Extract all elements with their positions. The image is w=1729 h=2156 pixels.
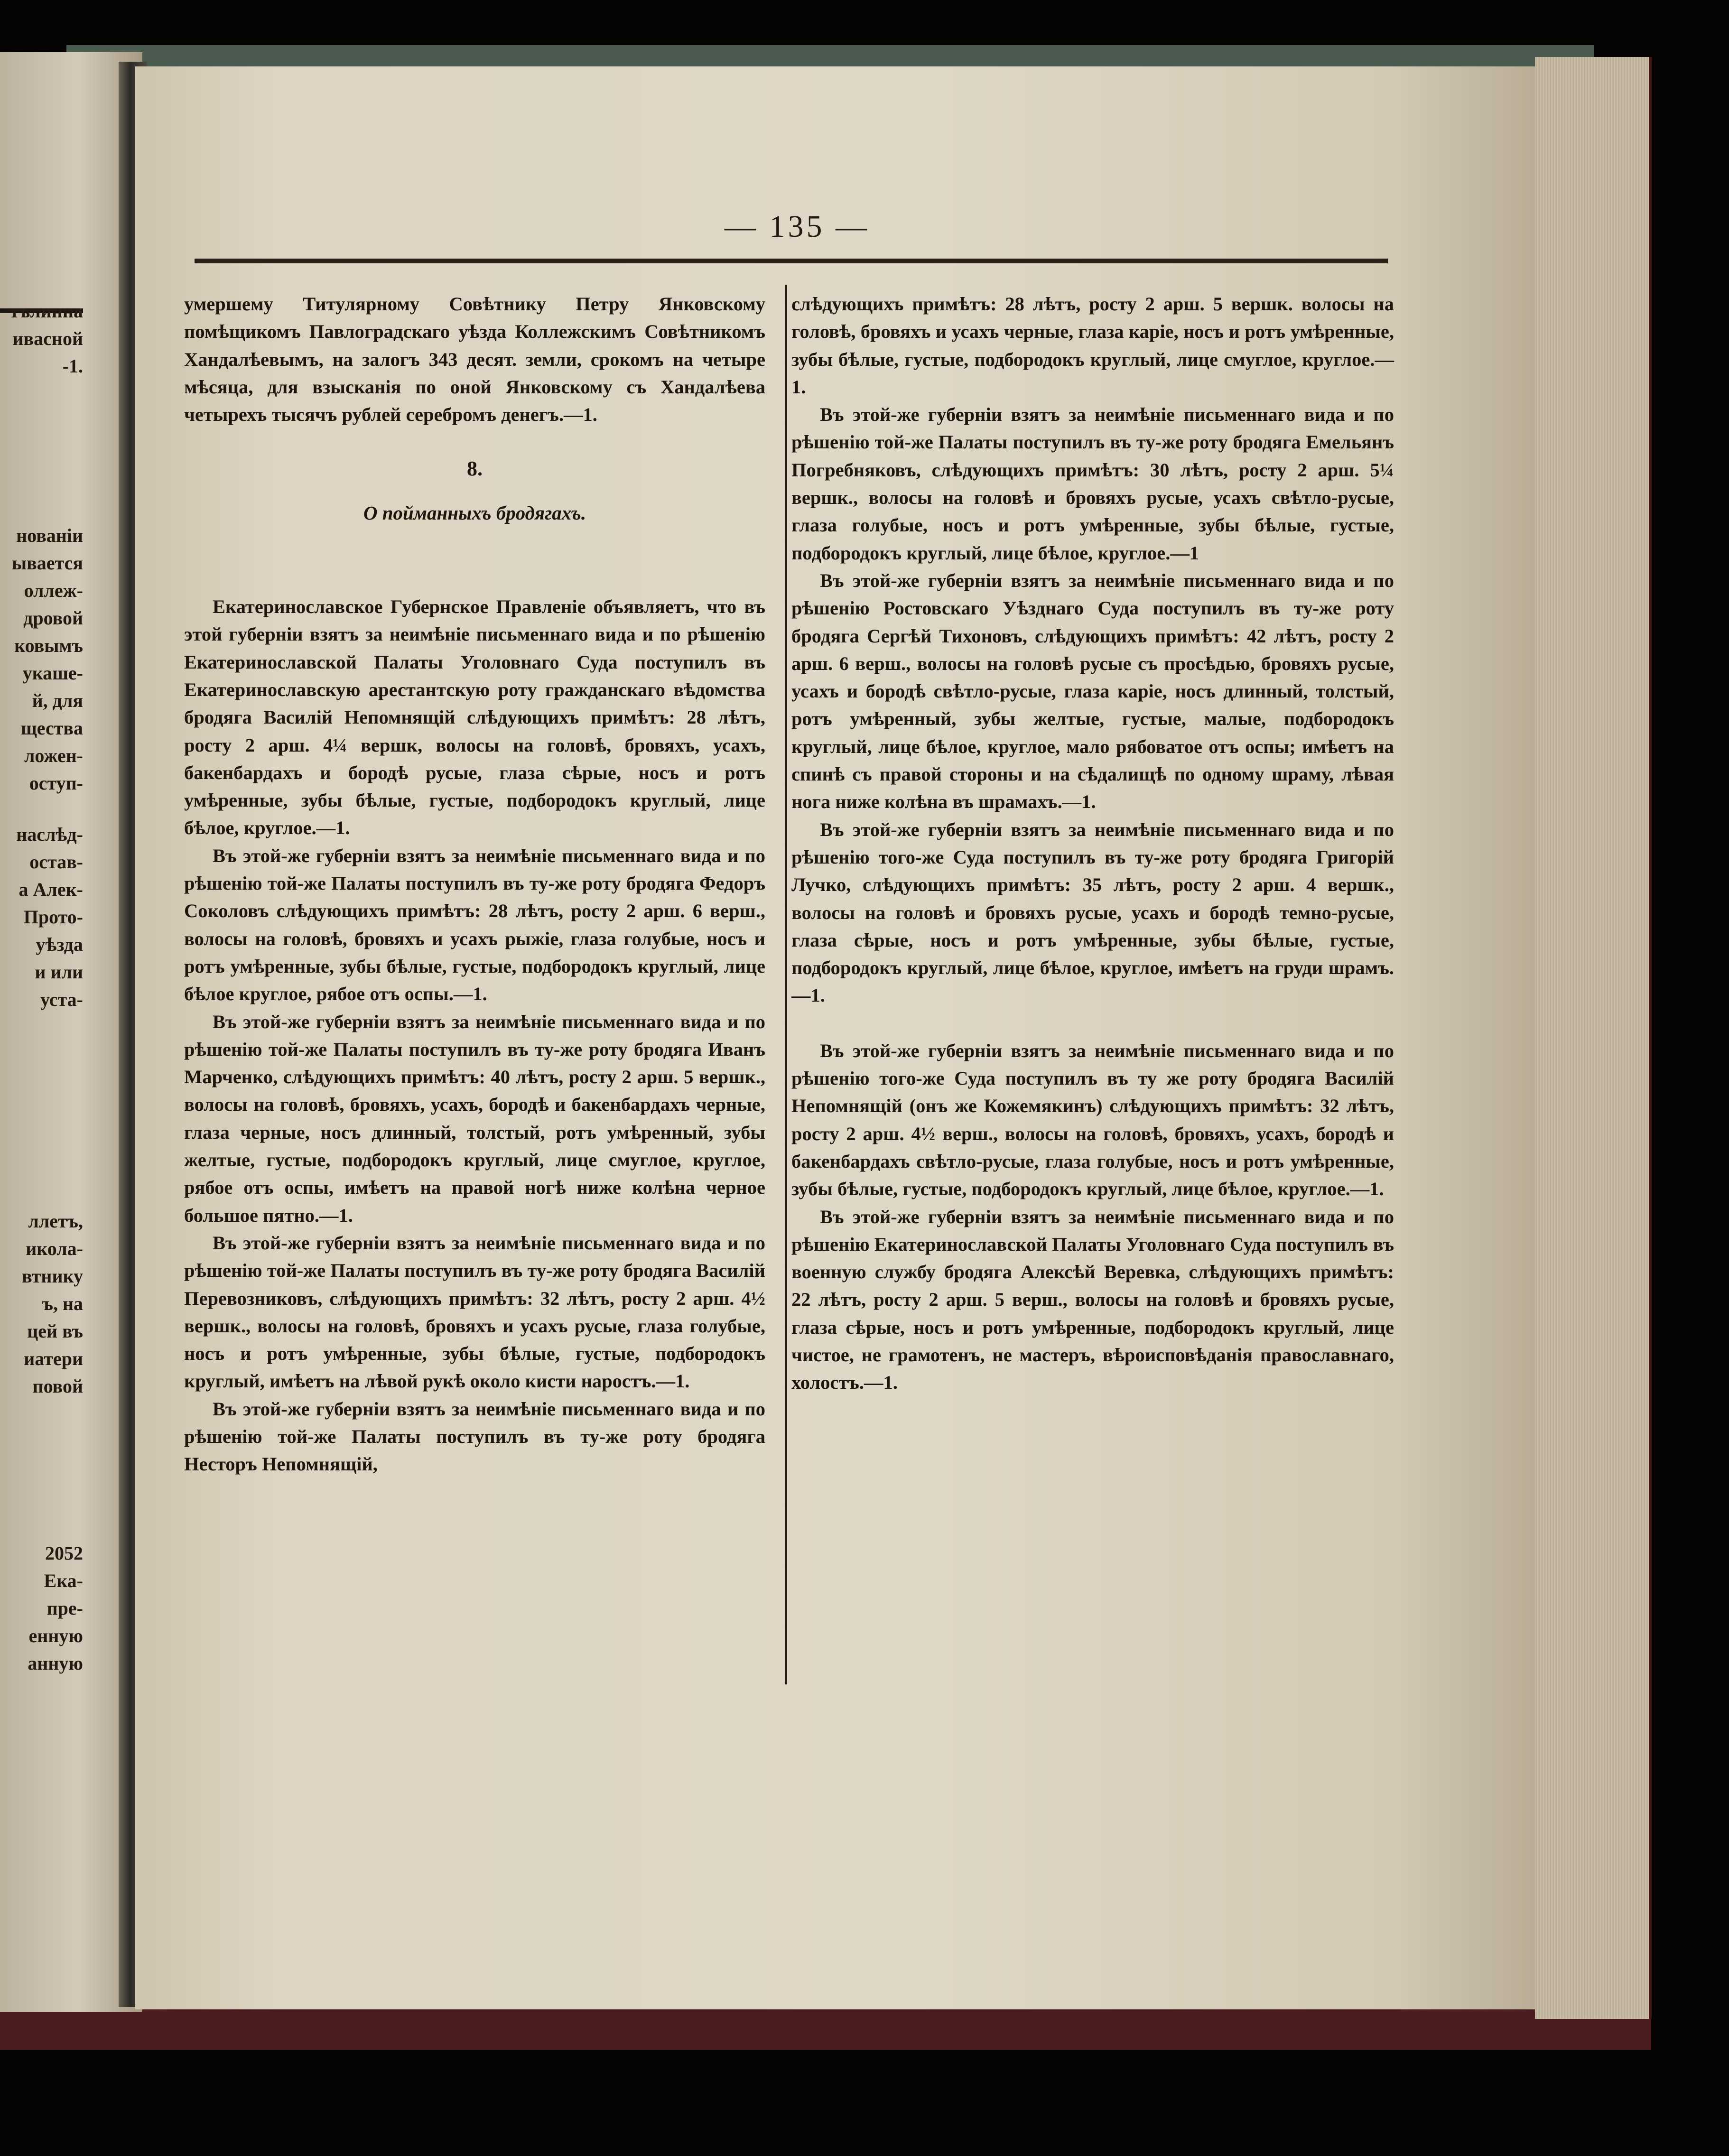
paragraph: Въ этой-же губерніи взятъ за неимѣніе письменнаго вида и по рѣшенію той-же Палаты поступилъ въ ту-же роту бродяга Иванъ Марченко, слѣдующихъ примѣтъ: 40 лѣтъ, росту 2 арш. 5 вершк., волосы на головѣ, бровяхъ, усахъ, бородѣ и бакенбардахъ черные, глаза черные, носъ длинный, толстый, ротъ умѣренный, зубы желтые, густые, подбородокъ круглый, лице смуглое, круглое, рябое отъ оспы, имѣетъ на правой ногѣ ниже колѣна черное большое пятно.—1. bbox=[184, 1011, 765, 1226]
paragraph: Въ этой-же губерніи взятъ за неимѣніе письменнаго вида и по рѣшенію той-же Палаты поступилъ въ ту-же роту бродяга Василій Перевозниковъ, слѣдующихъ примѣтъ: 32 лѣтъ, росту 2 арш. 4½ вершк., волосы на головѣ, бровяхъ и усахъ русые, глаза голубые, носъ и ротъ умѣренные, зубы бѣлые, густые, подбородокъ круглый, имѣетъ на лѣвой рукѣ около кисти наростъ.—1. bbox=[184, 1232, 765, 1392]
left-fragment: Ека- bbox=[44, 1570, 83, 1591]
left-fragment: 2052 bbox=[45, 1543, 83, 1564]
left-fragment: -1. bbox=[62, 355, 83, 377]
section-number: 8. bbox=[467, 457, 483, 481]
left-fragment: и или bbox=[35, 961, 83, 983]
left-fragment: ллетъ, bbox=[28, 1210, 83, 1232]
paragraph: слѣдующихъ примѣтъ: 28 лѣтъ, росту 2 арш. 5 вершк. волосы на головѣ, бровяхъ и усахъ черные, глаза каріе, носъ и ротъ умѣренные, зубы бѣлые, густые, подбородокъ круглый, лице смуглое, круглое.—1. bbox=[791, 293, 1394, 398]
left-fragment: Прото- bbox=[23, 906, 83, 928]
paragraph: Въ этой-же губерніи взятъ за неимѣніе письменнаго вида и по рѣшенію Екатеринославской Палаты Уголовнаго Суда поступилъ въ военную службу бродяга Алексѣй Веревка, слѣдующихъ примѣтъ: 22 лѣтъ, росту 2 арш. 5 верш., волосы на головѣ и бровяхъ русые, глаза сѣрые, носъ и ротъ умѣренные, подбородокъ круглый, лице чистое, не грамотенъ, не мастеръ, вѣроисповѣданія православнаго, холостъ.—1. bbox=[791, 1206, 1394, 1394]
left-fragment: оступ- bbox=[29, 772, 83, 794]
book-cover-top bbox=[66, 45, 1594, 69]
left-fragment: повой bbox=[32, 1375, 83, 1397]
right-column bbox=[791, 290, 1394, 1397]
paragraph: Въ этой-же губерніи взятъ за неимѣніе письменнаго вида и по рѣшенію той-же Палаты поступилъ въ ту-же роту бродяга Федоръ Соколовъ слѣдующихъ примѣтъ: 28 лѣтъ, росту 2 арш. 6 верш., волосы на головѣ, бровяхъ и усахъ рыжіе, глаза голубые, носъ и ротъ умѣренные, зубы бѣлые, густые, подбородокъ круглый, лице бѣлое круглое, рябое отъ оспы.—1. bbox=[184, 845, 765, 1005]
left-fragment: наслѣд- bbox=[16, 824, 83, 845]
paragraph: Въ этой-же губерніи взятъ за неимѣніе письменнаго вида и по рѣшенію того-же Суда поступилъ въ ту-же роту бродяга Григорій Лучко, слѣдующихъ примѣтъ: 35 лѣтъ, росту 2 арш. 4 вершк., волосы на головѣ и бровяхъ русые, усахъ и бородѣ темно-русые, глаза сѣрые, носъ и ротъ умѣренные, зубы бѣлые, густые, подбородокъ круглый, лице бѣлое, круглое, имѣетъ на груди шрамъ.—1. bbox=[791, 818, 1394, 1006]
paragraph: Въ этой-же губерніи взятъ за неимѣніе письменнаго вида и по рѣшенію той-же Палаты поступилъ въ ту-же роту бродяга Емельянъ Погребняковъ, слѣдующихъ примѣтъ: 30 лѣтъ, росту 2 арш. 5¼ вершк., волосы на головѣ и бровяхъ русые, усахъ свѣтло-русые, глаза голубые, носъ и ротъ умѣренные, зубы бѣлые, густые, подбородокъ круглый, лице бѣлое, круглое.—1 bbox=[791, 404, 1394, 564]
column-divider bbox=[785, 285, 787, 1684]
left-fragment: уѣзда bbox=[36, 934, 83, 955]
page-number: — 135 — bbox=[725, 209, 870, 244]
paragraph: Въ этой-же губерніи взятъ за неимѣніе письменнаго вида и по рѣшенію той-же Палаты поступилъ въ ту-же роту бродяга Несторъ Непомнящій, bbox=[184, 1398, 765, 1475]
left-fragment: ложен- bbox=[24, 745, 83, 766]
left-fragment: ивасной bbox=[12, 328, 83, 349]
left-fragment: втнику bbox=[22, 1265, 83, 1287]
left-fragment: й, для bbox=[32, 690, 83, 711]
header-rule bbox=[195, 259, 1388, 263]
left-column bbox=[184, 290, 765, 1478]
left-fragment: пре- bbox=[46, 1598, 83, 1619]
left-fragment: ывается bbox=[11, 552, 83, 574]
left-fragment: икола- bbox=[26, 1238, 83, 1259]
left-fragment: цей въ bbox=[27, 1320, 83, 1342]
section-title: О пойманныхъ бродягахъ. bbox=[363, 502, 586, 524]
page-edges bbox=[1535, 57, 1652, 2019]
paragraph: Въ этой-же губерніи взятъ за неимѣніе письменнаго вида и по рѣшенію того-же Суда поступилъ въ ту же роту бродяга Василій Непомнящій (онъ же Кожемякинъ) слѣдующихъ примѣтъ: 32 лѣтъ, росту 2 арш. 4½ верш., волосы на головѣ, бровяхъ, усахъ, бородѣ и бакенбардахъ свѣтло-русые, глаза голубые, носъ и ротъ умѣренные, зубы бѣлые, густые, подбородокъ круглый, лице бѣлое, круглое.—1. bbox=[791, 1040, 1394, 1200]
paragraph: умершему Титулярному Совѣтнику Петру Янковскому помѣщикомъ Павлоградскаго уѣзда Коллежскимъ Совѣтникомъ Хандалѣевымъ, на залогъ 343 десят. земли, срокомъ на четыре мѣсяца, для взысканія по оной Янковскому съ Хандалѣева четырехъ тысячъ рублей серебромъ денегъ.—1. bbox=[184, 293, 765, 426]
left-fragment: дровой bbox=[23, 607, 83, 629]
left-fragment: укаше- bbox=[22, 662, 83, 684]
left-fragment: уста- bbox=[40, 989, 83, 1010]
left-fragment: ковымъ bbox=[14, 635, 83, 656]
left-fragment: енную bbox=[28, 1625, 83, 1646]
left-fragment: иатери bbox=[24, 1348, 83, 1369]
paragraph: Екатеринославское Губернское Правленіе объявляетъ, что въ этой губерніи взятъ за неимѣніе письменнаго вида и по рѣшенію Екатеринославской Палаты Уголовнаго Суда поступилъ въ Екатеринославскую арестантскую роту гражданскаго вѣдомства бродяга Василій Непомнящій слѣдующихъ примѣтъ: 28 лѣтъ, росту 2 арш. 4¼ вершк, волосы на головѣ, бровяхъ, усахъ, бакенбардахъ и бородѣ русые, глаза сѣрые, носъ и ротъ умѣренные, зубы бѣлые, густые, подбородокъ круглый, лице бѣлое, круглое.—1. bbox=[184, 596, 765, 839]
left-fragment: ъ, на bbox=[42, 1293, 83, 1314]
left-fragment: а Алек- bbox=[19, 879, 83, 900]
paragraph: Въ этой-же губерніи взятъ за неимѣніе письменнаго вида и по рѣшенію Ростовскаго Уѣзднаго Суда поступилъ въ ту-же роту бродяга Сергѣй Тихоновъ, слѣдующихъ примѣтъ: 42 лѣтъ, росту 2 арш. 6 верш., волосы на головѣ русые съ просѣдью, бровяхъ русые, усахъ и бородѣ свѣтло-русые, глаза каріе, носъ длинный, толстый, ротъ умѣренный, зубы желтые, густые, малые, подбородокъ круглый, лице бѣлое, круглое, мало рябоватое отъ оспы; имѣетъ на спинѣ съ правой стороны и на сѣдалищѣ по одному шраму, лѣвая нога ниже колѣна въ шрамахъ.—1. bbox=[791, 569, 1394, 813]
left-fragment: нованіи bbox=[16, 525, 83, 546]
left-fragment: щества bbox=[20, 717, 83, 739]
book-cover-bottom bbox=[0, 2007, 1651, 2050]
left-fragment: тълинна bbox=[9, 300, 83, 322]
left-fragment: остав- bbox=[29, 851, 83, 873]
left-fragment: анную bbox=[28, 1653, 83, 1674]
left-fragment: оллеж- bbox=[24, 580, 83, 601]
